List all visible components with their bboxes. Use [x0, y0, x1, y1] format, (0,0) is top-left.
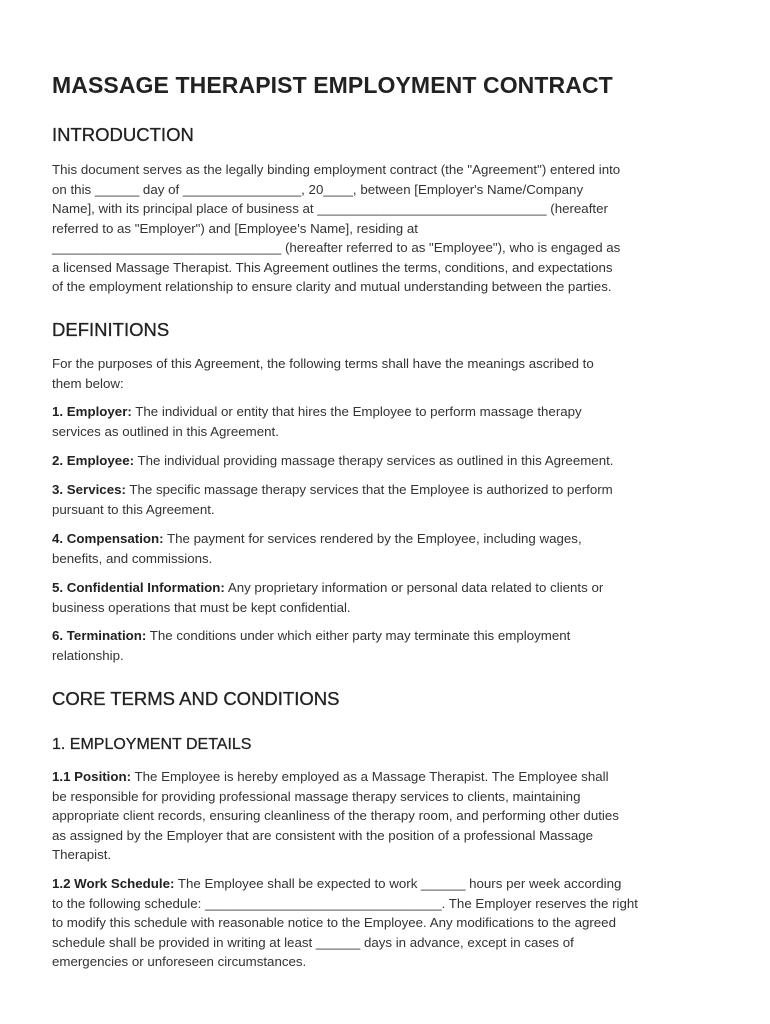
intro-line: on this ______ day of ________________, 20____, between [Employer's Name/Company — [52, 181, 584, 197]
clause-work-schedule — [52, 874, 722, 972]
clause-term: 1.1 Position: — [52, 769, 132, 784]
clause-position — [52, 767, 722, 865]
clause-text: The Employee is hereby employed as a Massage Therapist. The Employee shall — [131, 769, 609, 784]
clause-text: The Employee shall be expected to work ______ hours per week according — [174, 876, 622, 891]
clause-text: as assigned by the Employer that are consistent with the position of a professional Massage — [52, 827, 594, 843]
definition-term: 2. Employee: — [52, 453, 135, 468]
definition-text: The conditions under which either party may terminate this employment — [146, 628, 571, 643]
clause-text: schedule shall be provided in writing at least ______ days in advance, except in cases of — [52, 934, 574, 950]
intro-line: This document serves as the legally binding employment contract (the "Agreement") entered into — [52, 162, 621, 177]
clause-text: appropriate client records, ensuring cleanliness of the therapy room, and performing other duties — [52, 808, 619, 823]
definition-employer — [52, 402, 722, 441]
definition-term: 5. Confidential Information: — [52, 580, 225, 595]
core-terms-heading: CORE TERMS AND CONDITIONS — [52, 688, 340, 709]
definition-term: 1. Employer: — [52, 404, 132, 419]
introduction-paragraph — [52, 160, 722, 297]
clause-term: 1.2 Work Schedule: — [52, 876, 175, 891]
definition-term: 4. Compensation: — [52, 531, 164, 546]
clause-text: to modify this schedule with reasonable notice to the Employee. Any modifications to the agreed — [52, 915, 616, 930]
definition-term: 3. Services: — [52, 482, 126, 497]
definition-employee — [52, 451, 722, 471]
document-title: MASSAGE THERAPIST EMPLOYMENT CONTRACT — [52, 72, 613, 98]
definition-text: relationship. — [52, 647, 124, 663]
definition-text: The individual providing massage therapy services as outlined in this Agreement. — [134, 453, 614, 468]
clause-text: be responsible for providing professional massage therapy services to clients, maintaining — [52, 788, 581, 804]
definition-text: business operations that must be kept confidential. — [52, 599, 351, 615]
definitions-intro-line: For the purposes of this Agreement, the following terms shall have the meanings ascribed to — [52, 356, 594, 371]
intro-line: Name], with its principal place of business at _______________________________ (hereafter — [52, 201, 608, 216]
definition-text: pursuant to this Agreement. — [52, 501, 215, 517]
definition-text: Any proprietary information or personal data related to clients or — [224, 580, 604, 595]
clause-text: to the following schedule: ________________________________. The Employer reserves the right — [52, 895, 638, 911]
definition-termination — [52, 626, 722, 665]
intro-line: of the employment relationship to ensure clarity and mutual understanding between the parties. — [52, 279, 612, 294]
definitions-intro — [52, 354, 722, 393]
definition-confidential-information — [52, 578, 722, 617]
definition-term: 6. Termination: — [52, 628, 147, 643]
intro-line: referred to as "Employer") and [Employee's Name], residing at — [52, 220, 418, 236]
clause-text: Therapist. — [52, 847, 112, 862]
definition-services — [52, 480, 722, 519]
definition-text: The individual or entity that hires the Employee to perform massage therapy — [131, 404, 582, 419]
definition-compensation — [52, 529, 722, 568]
definition-text: services as outlined in this Agreement. — [52, 423, 279, 439]
intro-line: _______________________________ (hereafter referred to as "Employee"), who is engaged as — [52, 240, 621, 255]
definition-text: The specific massage therapy services that the Employee is authorized to perform — [125, 482, 613, 497]
definitions-heading: DEFINITIONS — [52, 319, 170, 340]
definitions-intro-line: them below: — [52, 375, 124, 391]
introduction-heading: INTRODUCTION — [52, 124, 194, 145]
intro-line: a licensed Massage Therapist. This Agreement outlines the terms, conditions, and expectations — [52, 259, 613, 275]
clause-text: emergencies or unforeseen circumstances. — [52, 954, 307, 969]
employment-details-heading: 1. EMPLOYMENT DETAILS — [52, 736, 252, 753]
definition-text: benefits, and commissions. — [52, 550, 213, 566]
definition-text: The payment for services rendered by the Employee, including wages, — [163, 531, 582, 546]
